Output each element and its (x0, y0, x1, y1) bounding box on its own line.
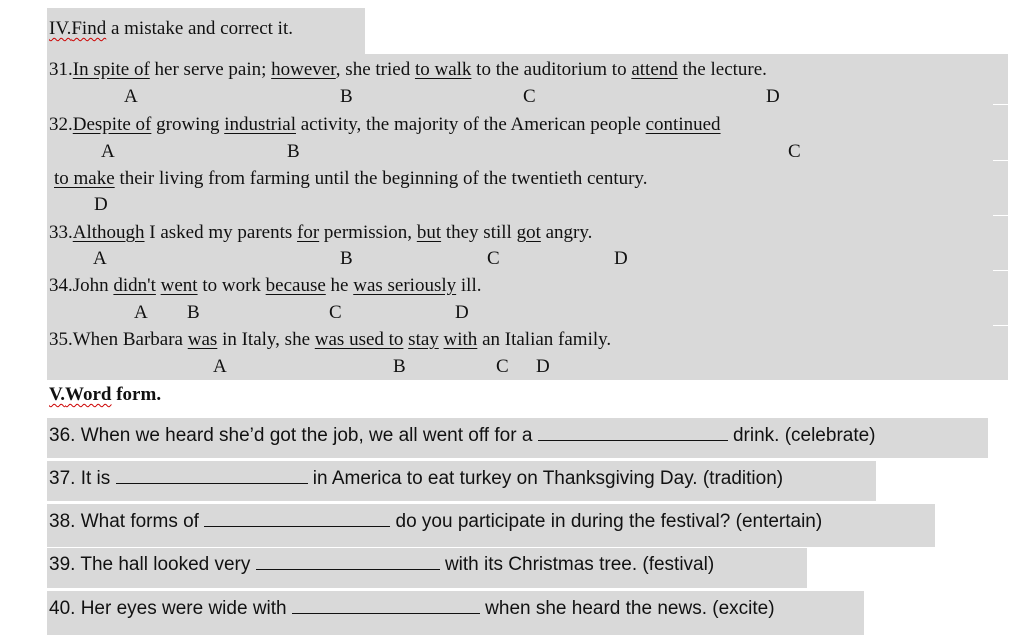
q31-text: , she tried (335, 59, 415, 80)
q35-text: When Barbara (72, 329, 188, 350)
question-32 (49, 114, 721, 136)
q31-letter-a: A (124, 86, 138, 107)
q33-letter-b: B (340, 248, 353, 269)
q34-letter-b: B (187, 302, 200, 323)
q34-text: ill. (456, 275, 482, 296)
q38-prompt: 38. What forms of (49, 511, 205, 532)
q33-letter-c: C (487, 248, 500, 269)
q32-letter-a: A (101, 141, 115, 162)
q33-option-c: but (416, 222, 442, 243)
q34-option-c: because (265, 275, 326, 296)
q33-letter-d: D (614, 248, 628, 269)
q32-option-d: to make (54, 168, 115, 189)
q31-number: 31. (49, 59, 73, 80)
q32-letter-b: B (287, 141, 300, 162)
q40-answer-blank[interactable] (292, 612, 480, 614)
q37-prompt: 37. It is (49, 468, 116, 489)
q34-option-b: went (160, 275, 198, 296)
section5-title-num: V. (49, 384, 66, 405)
q37-hint: in America to eat turkey on Thanksgiving Day. (tradition) (307, 468, 784, 489)
q31-letter-d: D (766, 86, 780, 107)
q31-option-c: to walk (414, 59, 472, 80)
q40-prompt: 40. Her eyes were wide with (49, 598, 292, 619)
q35-text: an Italian family. (477, 329, 612, 350)
question-37 (49, 468, 783, 490)
q38-answer-blank[interactable] (204, 525, 390, 527)
q33-text: permission, (319, 222, 417, 243)
q32-option-a: Despite of (72, 114, 152, 135)
question-35 (49, 329, 611, 351)
q34-option-a: didn't (113, 275, 156, 296)
q31-option-d: attend (631, 59, 678, 80)
section4-title-rest: a mistake and correct it. (106, 18, 293, 39)
question-34 (49, 275, 481, 297)
q35-letter-d: D (536, 356, 550, 377)
q34-text: John (72, 275, 114, 296)
q35-option-b: was used to (314, 329, 404, 350)
q32-text: activity, the majority of the American people (295, 114, 646, 135)
q32-number: 32. (49, 114, 73, 135)
q34-letter-d: D (455, 302, 469, 323)
q34-number: 34. (49, 275, 73, 296)
q35-option-a: was (187, 329, 218, 350)
section4-title (49, 18, 293, 40)
question-39 (49, 554, 714, 576)
q35-letter-b: B (393, 356, 406, 377)
q35-text: in Italy, she (217, 329, 315, 350)
question-40 (49, 598, 775, 620)
q36-answer-blank[interactable] (538, 439, 728, 441)
q31-letter-c: C (523, 86, 536, 107)
q31-option-b: however (271, 59, 336, 80)
q33-option-a: Although (72, 222, 145, 243)
section4-title-word: Find (71, 18, 107, 39)
q35-option-c: stay (408, 329, 439, 350)
section5-title-rest: form. (111, 384, 162, 405)
margin-tick (993, 160, 1008, 161)
q33-number: 33. (49, 222, 73, 243)
question-33 (49, 222, 592, 244)
q39-hint: with its Christmas tree. (festival) (439, 554, 715, 575)
q33-text: angry. (540, 222, 593, 243)
q31-option-a: In spite of (72, 59, 150, 80)
q31-text: to the auditorium to (471, 59, 632, 80)
q34-text: he (325, 275, 354, 296)
q33-option-d: got (516, 222, 541, 243)
q34-text: to work (197, 275, 266, 296)
section5-title-word: Word (65, 384, 112, 405)
margin-tick (993, 215, 1008, 216)
q32-option-b: industrial (224, 114, 296, 135)
q39-answer-blank[interactable] (256, 568, 440, 570)
q32-text: growing (151, 114, 225, 135)
q33-text: I asked my parents (144, 222, 298, 243)
q35-number: 35. (49, 329, 73, 350)
q34-letter-a: A (134, 302, 148, 323)
q32-text: their living from farming until the beginning of the twentieth century. (114, 168, 648, 189)
margin-tick (993, 104, 1008, 105)
question-38 (49, 511, 822, 533)
q32-letter-d: D (94, 194, 108, 215)
section4-title-num: IV. (49, 18, 72, 39)
q31-letter-b: B (340, 86, 353, 107)
q38-hint: do you participate in during the festival? (entertain) (390, 511, 823, 532)
q33-letter-a: A (93, 248, 107, 269)
q31-text: the lecture. (677, 59, 767, 80)
question-31 (49, 59, 767, 81)
q37-answer-blank[interactable] (116, 482, 308, 484)
q33-text: they still (441, 222, 517, 243)
q34-option-d: was seriously (353, 275, 457, 296)
q32-letter-c: C (788, 141, 801, 162)
q31-text: her serve pain; (149, 59, 272, 80)
q35-option-d: with (443, 329, 478, 350)
q36-hint: drink. (celebrate) (727, 425, 876, 446)
question-36 (49, 425, 876, 447)
margin-tick (993, 270, 1008, 271)
question-32-continued (54, 168, 647, 190)
q35-letter-c: C (496, 356, 509, 377)
q33-option-b: for (297, 222, 320, 243)
q39-prompt: 39. The hall looked very (49, 554, 256, 575)
q34-letter-c: C (329, 302, 342, 323)
margin-tick (993, 325, 1008, 326)
q35-letter-a: A (213, 356, 227, 377)
q32-option-c: continued (645, 114, 721, 135)
section5-title (49, 384, 161, 406)
q40-hint: when she heard the news. (excite) (479, 598, 775, 619)
q36-prompt: 36. When we heard she’d got the job, we all went off for a (49, 425, 538, 446)
